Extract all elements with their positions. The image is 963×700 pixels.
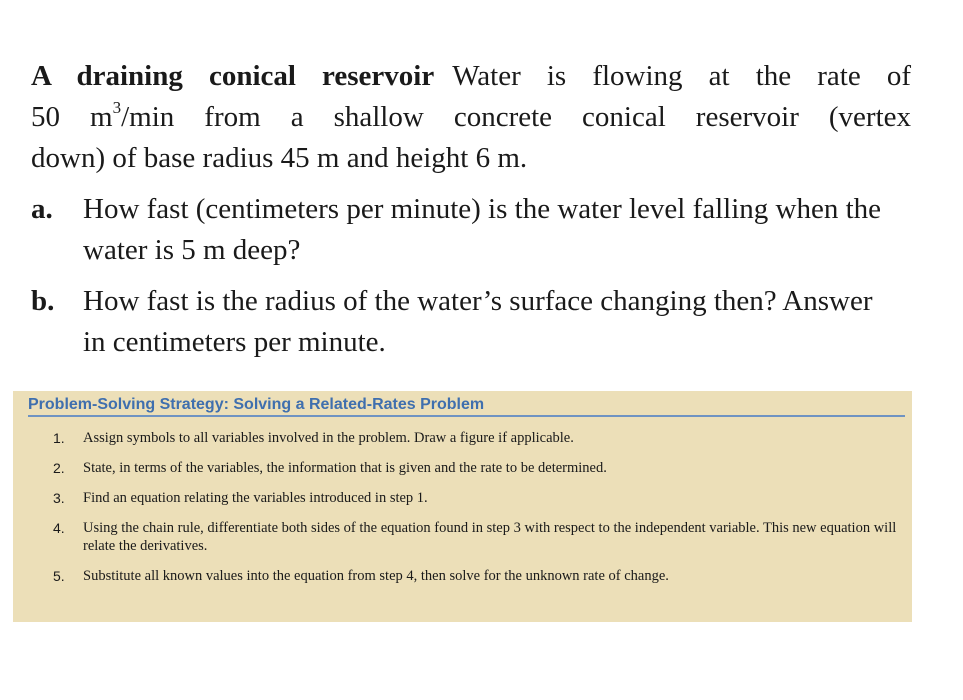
list-item: [53, 489, 898, 507]
step-text: Substitute all known values into the equation from step 4, then solve for the unknown rate of change.: [83, 568, 669, 584]
strategy-steps: [53, 429, 898, 597]
list-item: [53, 567, 898, 585]
part-label: a.: [31, 193, 53, 225]
part-a: [31, 189, 911, 271]
intro-text-1: Water is flowing at the rate of: [452, 60, 911, 92]
problem-statement: [31, 56, 911, 373]
list-item: [53, 519, 898, 555]
strategy-title: Problem-Solving Strategy: Solving a Related-Rates Problem: [28, 396, 905, 417]
strategy-box: [13, 391, 912, 622]
step-number: 3.: [53, 490, 65, 506]
intro-line-3: down) of base radius 45 m and height 6 m.: [31, 142, 528, 174]
step-number: 1.: [53, 430, 65, 446]
step-text: Assign symbols to all variables involved in the problem. Draw a figure if applicable.: [83, 430, 574, 446]
intro-line-1: [31, 56, 911, 97]
list-item: [53, 429, 898, 447]
rate-value: 50 m: [31, 101, 113, 133]
step-number: 2.: [53, 460, 65, 476]
step-number: 4.: [53, 520, 65, 536]
part-text: How fast (centimeters per minute) is the water level falling when the water is 5 m deep?: [83, 193, 882, 266]
step-text: Using the chain rule, differentiate both sides of the equation found in step 3 with respect to the independent variable. This new equation will relate the derivatives.: [83, 520, 897, 554]
intro-text-2: /min from a shallow concrete conical reservoir (vertex: [121, 101, 912, 133]
intro-line-2: [31, 97, 911, 138]
rate-exponent: 3: [112, 98, 122, 118]
part-label: b.: [31, 285, 55, 317]
part-text: How fast is the radius of the water’s surface changing then? Answer in centimeters per minute.: [83, 285, 873, 358]
step-text: State, in terms of the variables, the information that is given and the rate to be determined.: [83, 460, 607, 476]
step-number: 5.: [53, 568, 65, 584]
problem-title: A draining conical reservoir: [31, 60, 435, 92]
list-item: [53, 459, 898, 477]
problem-parts: [31, 189, 911, 363]
part-b: [31, 281, 911, 363]
step-text: Find an equation relating the variables introduced in step 1.: [83, 490, 428, 506]
